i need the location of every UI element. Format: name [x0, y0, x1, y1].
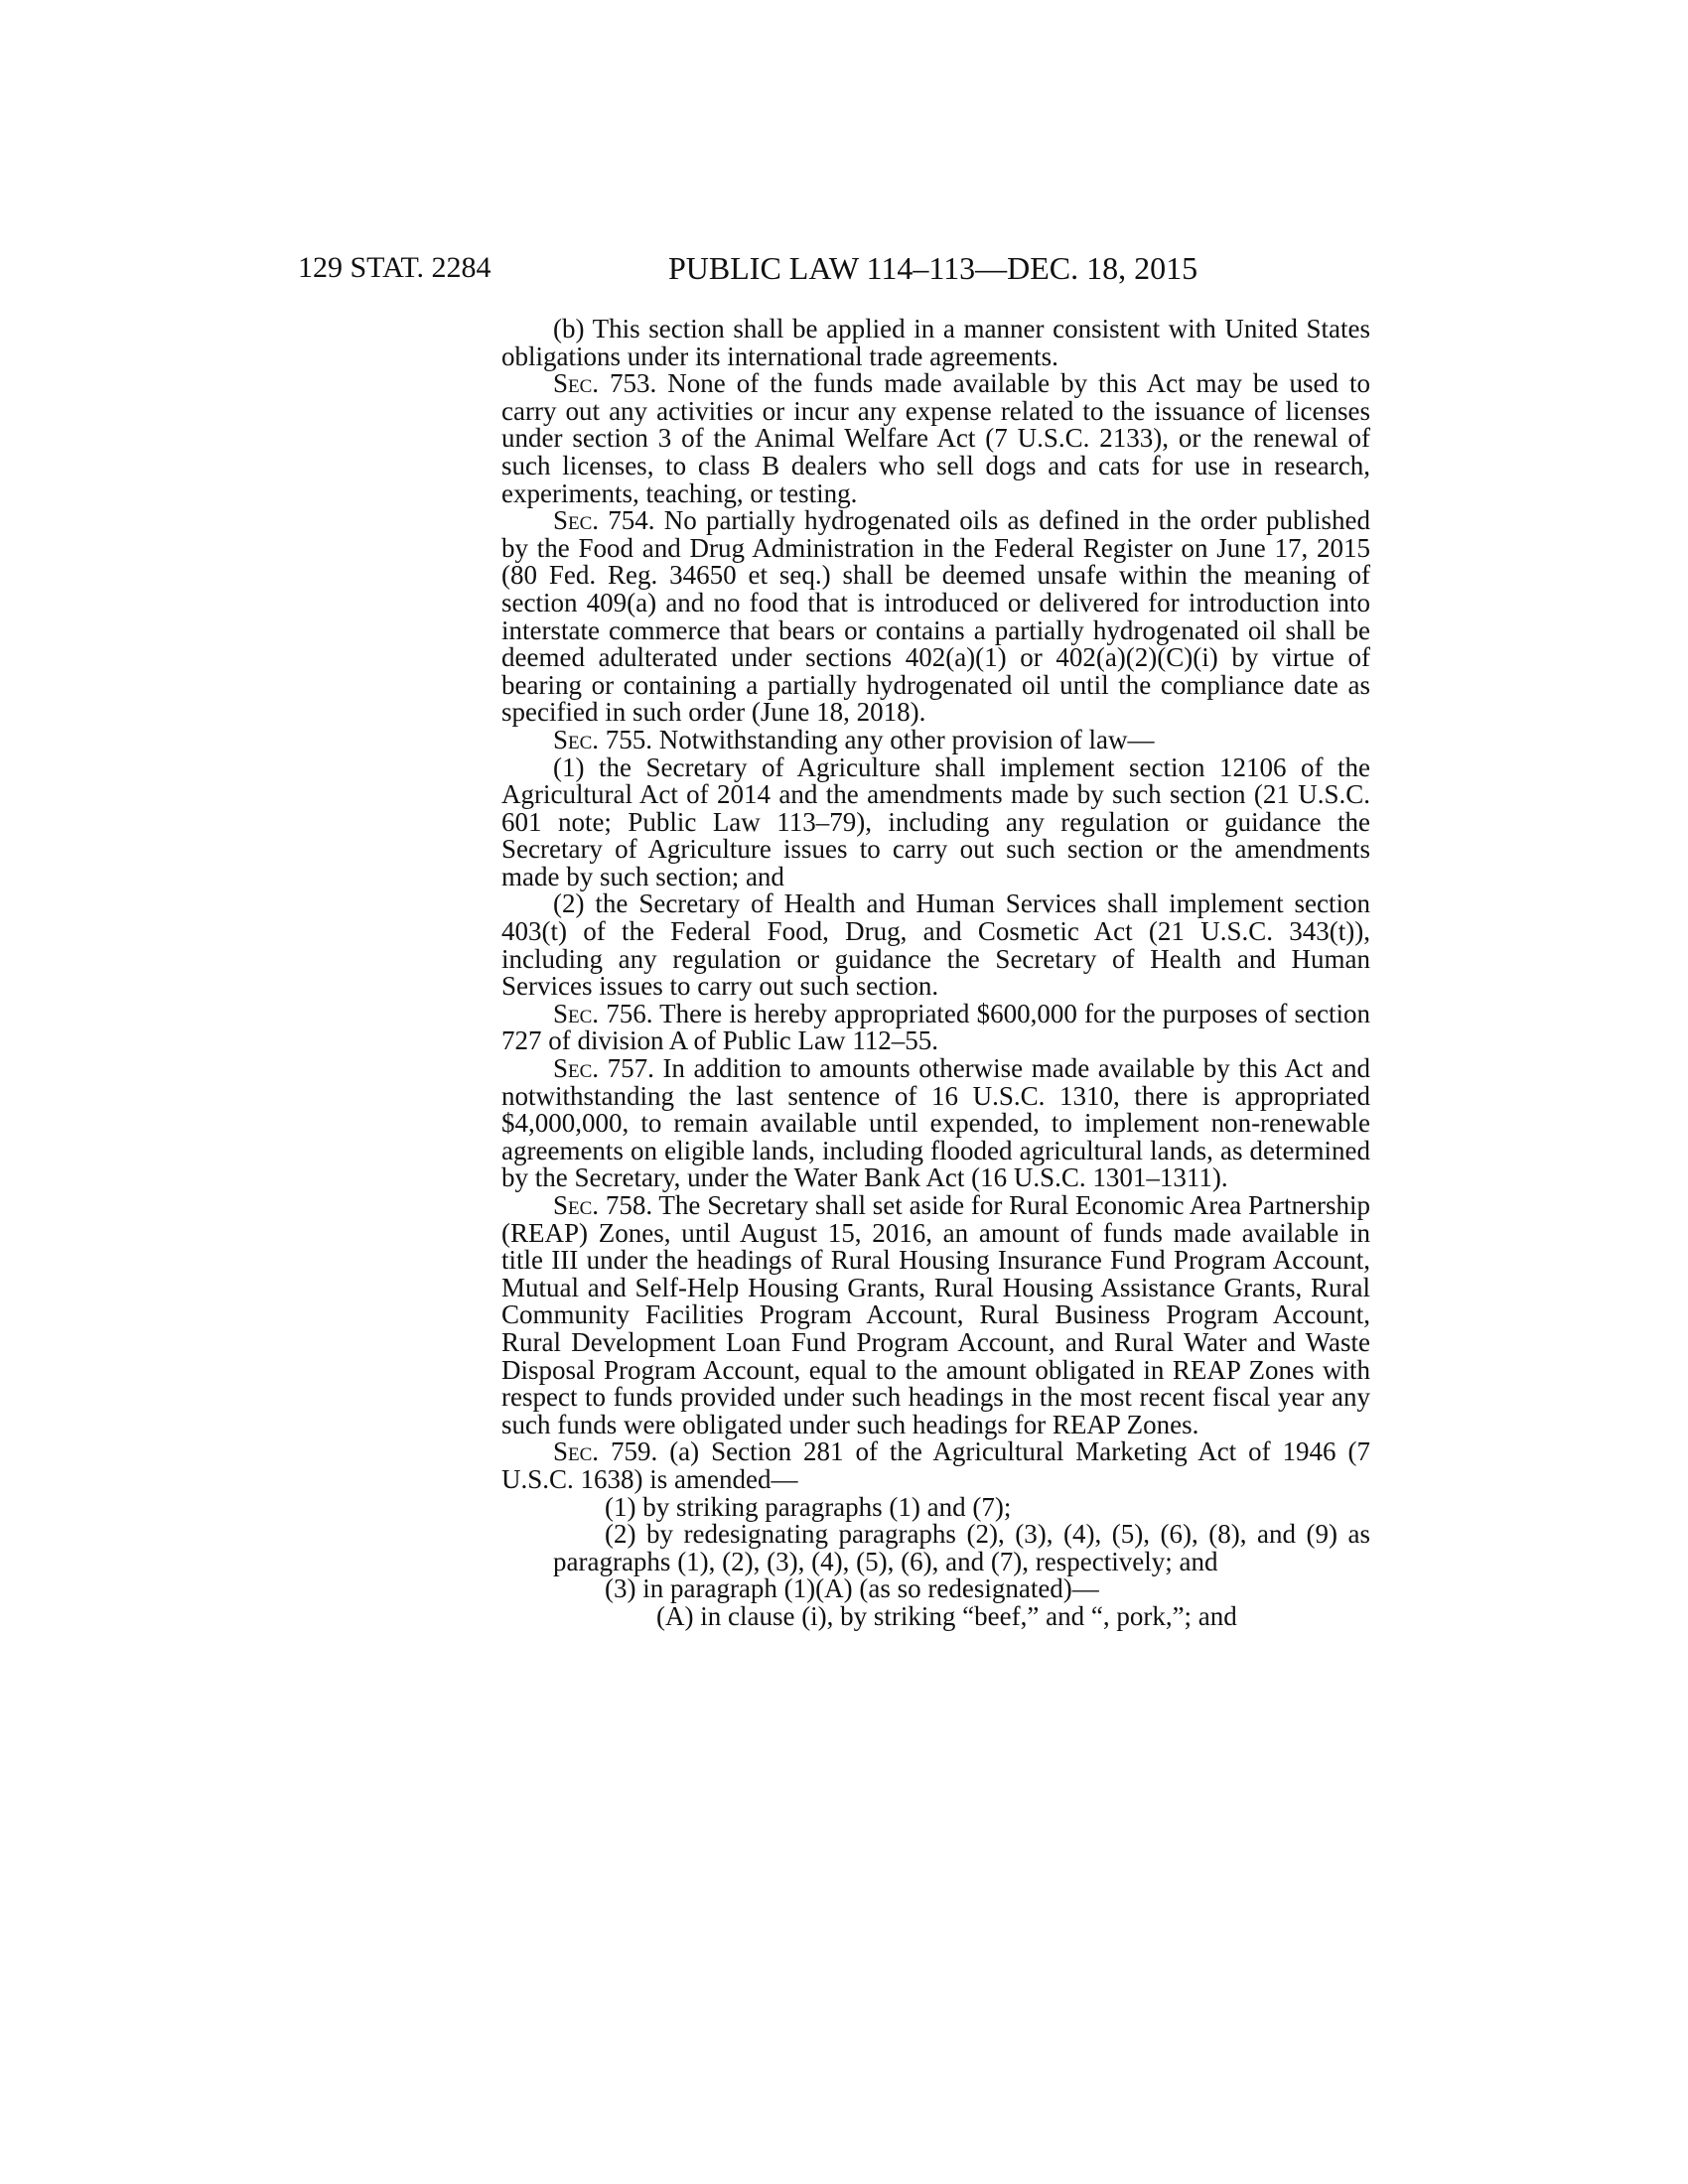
- section-759-clause-2: (2) by redesignating paragraphs (2), (3), (4), (5), (6), (8), and (9) as paragraphs (1), (2), (3), (4), (5), (6), and (7), respectively; and: [553, 1519, 1370, 1576]
- section-753: Sec. 753. None of the funds made available by this Act may be used to carry out any activities or incur any expense related to the issuance of licenses under section 3 of the Animal Welfare Act (7 U.S.C. 2133), or the renewal of such licenses, to class B dealers who sell dogs and cats for use in research, experiments, teaching, or testing.: [501, 368, 1370, 508]
- section-label: Sec.: [553, 1053, 600, 1084]
- section-label: Sec.: [553, 505, 600, 536]
- section-755-paragraph-1: (1) the Secretary of Agriculture shall implement section 12106 of the Agricultural Act of 2014 and the amendments made by such section (21 U.S.C. 601 note; Public Law 113–79), including any regulation or guidance the Secretary of Agriculture issues to carry out such section or the amendments made by such section; and: [501, 751, 1370, 891]
- section-755-paragraph-2: (2) the Secretary of Health and Human Services shall implement section 403(t) of the Federal Food, Drug, and Cosmetic Act (21 U.S.C. 343(t)), including any regulation or guidance the Secretary of Health and Human Services issues to carry out such section.: [501, 888, 1370, 1002]
- section-label: Sec.: [553, 1190, 600, 1220]
- section-758: Sec. 758. The Secretary shall set aside for Rural Economic Area Partnership (REAP) Zones, until August 15, 2016, an amount of funds made available in title III under the headings of Rural Housing Insurance Fund Program Account, Mutual and Self-Help Housing Grants, Rural Housing Assistance Grants, Rural Community Facilities Program Account, Rural Business Program Account, Rural Development Loan Fund Program Account, and Rural Water and Waste Disposal Program Account, equal to the amount obligated in REAP Zones with respect to funds provided under such headings in the most recent fiscal year any such funds were obligated under such headings for REAP Zones.: [501, 1190, 1370, 1439]
- section-label: Sec.: [553, 1436, 600, 1467]
- section-label: Sec.: [553, 724, 600, 754]
- section-label: Sec.: [553, 368, 600, 399]
- document-body: [501, 316, 1370, 1631]
- page-header: [298, 248, 1370, 288]
- section-759-subclause-a: (A) in clause (i), by striking “beef,” and “, pork,”; and: [656, 1600, 1237, 1631]
- running-head-title: PUBLIC LAW 114–113—DEC. 18, 2015: [668, 250, 1198, 286]
- section-759-clause-3: (3) in paragraph (1)(A) (as so redesignated)—: [605, 1573, 1099, 1604]
- section-label: Sec.: [553, 998, 600, 1028]
- section-755: Sec. 755. Notwithstanding any other provision of law—: [553, 724, 1155, 754]
- section-756: Sec. 756. There is hereby appropriated $600,000 for the purposes of section 727 of division A of Public Law 112–55.: [501, 998, 1370, 1056]
- section-757: Sec. 757. In addition to amounts otherwise made available by this Act and notwithstanding the last sentence of 16 U.S.C. 1310, there is appropriated $4,000,000, to remain available until expended, to implement non-renewable agreements on eligible lands, including flooded agricultural lands, as determined by the Secretary, under the Water Bank Act (16 U.S.C. 1301–1311).: [501, 1053, 1370, 1193]
- stat-page-reference: 129 STAT. 2284: [298, 251, 492, 284]
- paragraph-752b: (b) This section shall be applied in a manner consistent with United States obligations under its international trade agreements.: [501, 314, 1370, 371]
- section-759: Sec. 759. (a) Section 281 of the Agricultural Marketing Act of 1946 (7 U.S.C. 1638) is amended—: [501, 1436, 1370, 1494]
- section-759-clause-1: (1) by striking paragraphs (1) and (7);: [605, 1491, 1012, 1522]
- section-754: Sec. 754. No partially hydrogenated oils as defined in the order published by the Food and Drug Administration in the Federal Register on June 17, 2015 (80 Fed. Reg. 34650 et seq.) shall be deemed unsafe within the meaning of section 409(a) and no food that is introduced or delivered for introduction into interstate commerce that bears or contains a partially hydrogenated oil shall be deemed adulterated under sections 402(a)(1) or 402(a)(2)(C)(i) by virtue of bearing or containing a partially hydrogenated oil until the compliance date as specified in such order (June 18, 2018).: [501, 505, 1370, 728]
